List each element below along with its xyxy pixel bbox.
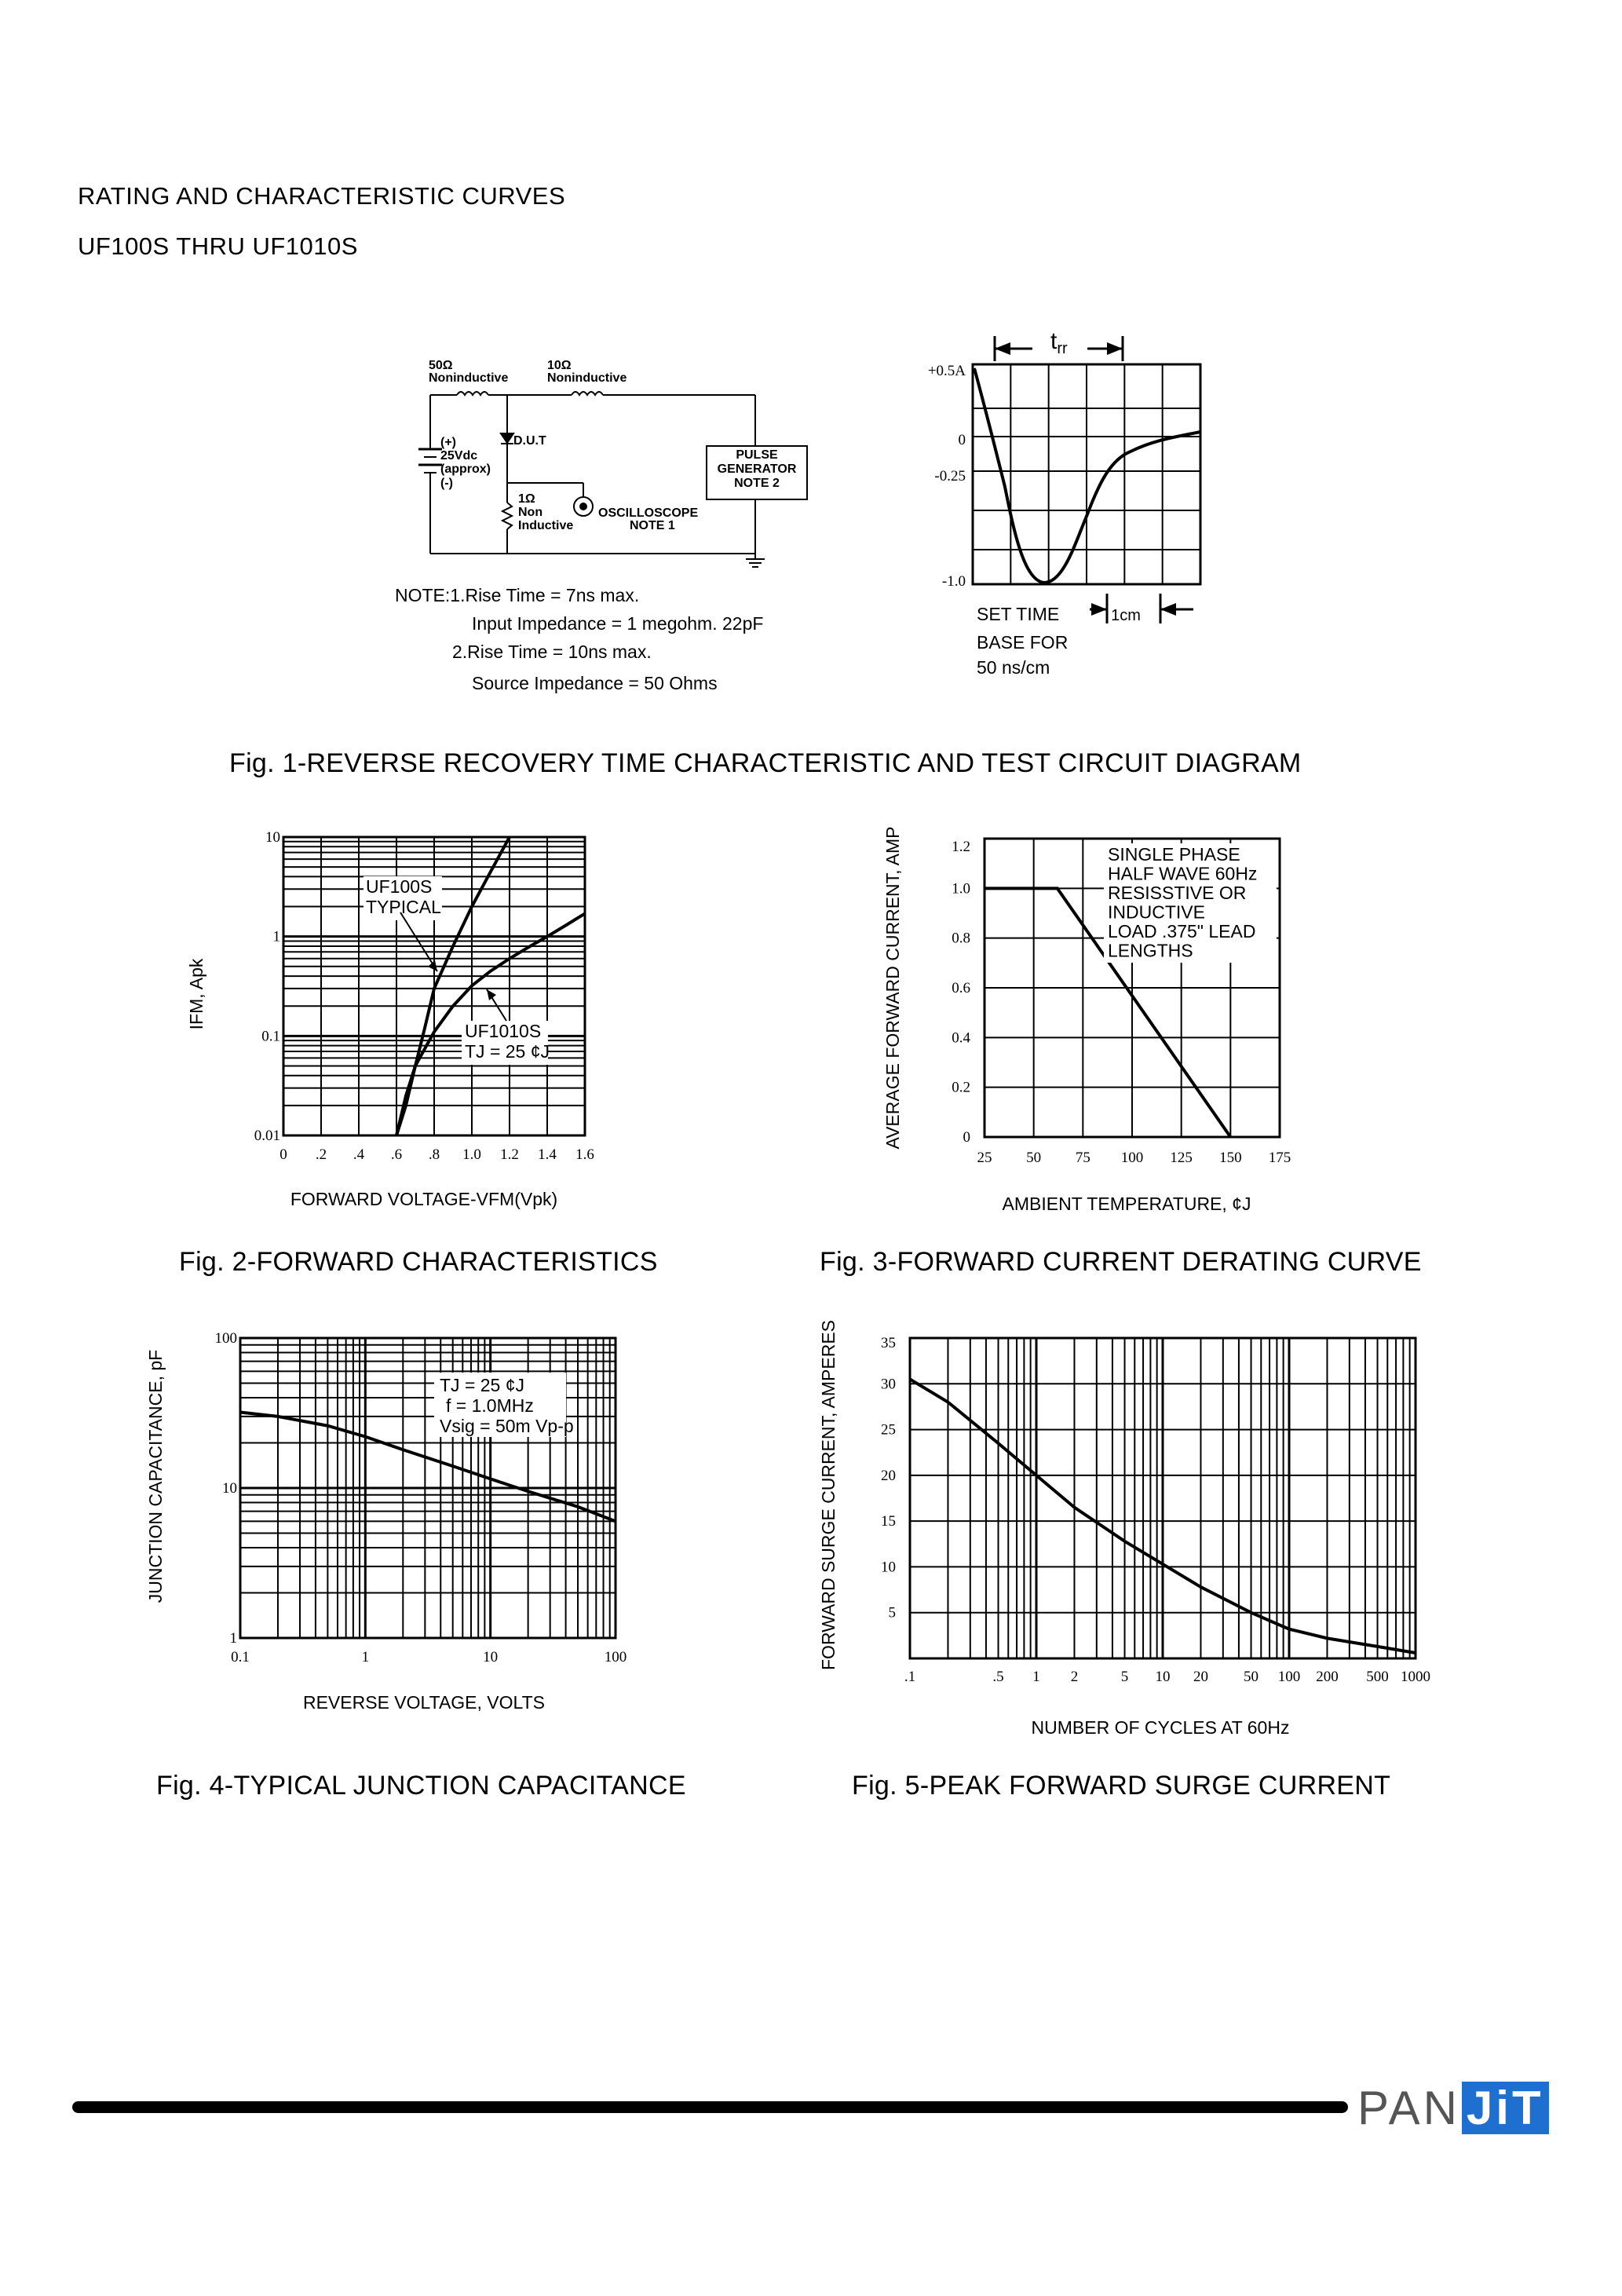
fig3-y-tick: 1.0 (952, 880, 970, 898)
r3-l1: Non (518, 506, 543, 519)
fig2-y-tick: 1 (272, 928, 280, 945)
fig2-x-tick: .4 (353, 1146, 365, 1163)
fig3-note-line: LENGTHS (1108, 940, 1193, 961)
wave-y-zero: 0 (958, 432, 966, 448)
fig5-x-tick: 5 (1120, 1669, 1129, 1685)
brand-pan: PAN (1357, 2082, 1460, 2134)
fig1-caption: Fig. 1-REVERSE RECOVERY TIME CHARACTERISTIC AND TEST CIRCUIT DIAGRAM (229, 748, 1302, 778)
fig2-caption: Fig. 2-FORWARD CHARACTERISTICS (179, 1247, 658, 1277)
fig4-note-line: f = 1.0MHz (446, 1395, 534, 1416)
fig3-x-tick: 150 (1219, 1150, 1242, 1166)
fig5-y-tick: 20 (881, 1467, 896, 1484)
fig5-x-tick: 200 (1316, 1669, 1339, 1685)
fig3-y-tick: 1.2 (952, 839, 970, 855)
fig3-y-tick: 0.2 (952, 1079, 970, 1096)
fig3-x-tick: 50 (1026, 1150, 1042, 1166)
pulse-l2: GENERATOR (717, 462, 797, 476)
fig3-note-line: RESISSTIVE OR (1108, 883, 1247, 903)
fig3-y-tick: 0.6 (952, 980, 970, 996)
fig3-y-tick: 0.8 (952, 930, 970, 947)
fig4-y-tick: 10 (222, 1480, 237, 1497)
fig2-x-tick: 1.2 (500, 1146, 519, 1163)
pulse-l1: PULSE (736, 448, 778, 462)
fig2-x-tick: 1.4 (538, 1146, 557, 1163)
fig3-x-tick: 25 (977, 1150, 992, 1166)
fig4-ylabel: JUNCTION CAPACITANCE, pF (145, 1349, 166, 1603)
wave-y-m025: -0.25 (934, 468, 966, 484)
fig5-y-tick: 15 (881, 1513, 896, 1530)
fig5-x-tick: 50 (1244, 1669, 1259, 1685)
fig4-x-tick: 1 (361, 1649, 370, 1665)
fig2-xlabel: FORWARD VOLTAGE-VFM(Vpk) (290, 1189, 558, 1209)
r3-l2: Inductive (518, 519, 574, 532)
fig5-x-tick: 10 (1155, 1669, 1171, 1685)
fig3-x-tick: 75 (1075, 1150, 1090, 1166)
fig5-x-tick: 2 (1070, 1669, 1079, 1685)
r1-type: Noninductive (429, 371, 509, 385)
fig3-x-tick: 100 (1120, 1150, 1144, 1166)
note-4: Source Impedance = 50 Ohms (472, 673, 718, 693)
fig5-x-tick: 20 (1193, 1669, 1208, 1685)
r3-value: 1Ω (518, 492, 535, 506)
fig2-label-a1: UF100S (366, 876, 433, 897)
fig4-note-line: TJ = 25 ¢J (440, 1375, 525, 1395)
fig5-x-tick: 1000 (1401, 1669, 1430, 1685)
fig2-x-tick: .8 (428, 1146, 440, 1163)
scope-note: NOTE 1 (630, 519, 675, 532)
note-3: 2.Rise Time = 10ns max. (452, 642, 652, 662)
fig5-y-tick: 5 (888, 1604, 896, 1621)
fig4-x-tick: 100 (604, 1649, 627, 1665)
note-1: NOTE:1.Rise Time = 7ns max. (395, 585, 640, 605)
fig3-note-line: HALF WAVE 60Hz (1108, 863, 1258, 884)
fig3-x-tick: 125 (1170, 1150, 1193, 1166)
fig5-y-tick: 25 (881, 1421, 896, 1439)
page-subtitle: UF100S THRU UF1010S (78, 232, 358, 260)
fig3-note-line: INDUCTIVE (1108, 901, 1205, 923)
fig5-x-tick: .1 (904, 1669, 916, 1685)
fig5-y-tick: 30 (881, 1376, 896, 1393)
fig5-x-tick: 100 (1277, 1669, 1301, 1685)
set-time-l2: BASE FOR (977, 632, 1069, 653)
fig3-xlabel: AMBIENT TEMPERATURE, ¢J (1002, 1194, 1251, 1214)
fig3-note-line: SINGLE PHASE (1108, 844, 1240, 865)
fig2-y-tick: 0.01 (254, 1128, 280, 1144)
set-time-l1: SET TIME (977, 604, 1060, 624)
fig2-x-tick: .2 (315, 1146, 327, 1163)
fig4-note-line: Vsig = 50m Vp-p (440, 1416, 574, 1436)
note-2: Input Impedance = 1 megohm. 22pF (472, 613, 764, 634)
r1-value: 50Ω (429, 359, 453, 372)
fig4-xlabel: REVERSE VOLTAGE, VOLTS (302, 1692, 546, 1713)
footer-divider (72, 2101, 1348, 2113)
dut-label: D.U.T (513, 434, 546, 448)
src-volt: 25Vdc (440, 449, 478, 462)
trr-label: $t_{rr}$ (1050, 328, 1068, 357)
fig2-y-tick: 10 (265, 829, 280, 846)
wave-y-m1: -1.0 (941, 573, 966, 590)
fig2-x-tick: 1.0 (462, 1146, 481, 1163)
fig5-x-tick: 1 (1032, 1669, 1040, 1685)
fig5-x-tick: 500 (1366, 1669, 1389, 1685)
fig4-y-tick: 100 (214, 1330, 237, 1347)
set-time-l3: 50 ns/cm (977, 657, 1050, 678)
fig2-y-tick: 0.1 (261, 1028, 280, 1045)
fig3-note-line: LOAD .375" LEAD (1108, 921, 1256, 941)
pulse-l3: NOTE 2 (734, 477, 780, 490)
fig4-x-tick: 0.1 (231, 1649, 250, 1665)
r2-value: 10Ω (547, 359, 572, 372)
fig2-x-tick: .6 (390, 1146, 403, 1163)
page-title: RATING AND CHARACTERISTIC CURVES (78, 182, 566, 210)
fig5-ylabel: FORWARD SURGE CURRENT, AMPERES (818, 1320, 838, 1670)
src-plus: (+) (440, 436, 456, 449)
fig3-x-tick: 175 (1268, 1150, 1291, 1166)
fig4-x-tick: 10 (483, 1649, 499, 1665)
fig4-caption: Fig. 4-TYPICAL JUNCTION CAPACITANCE (156, 1771, 686, 1801)
scope-label: OSCILLOSCOPE (598, 506, 699, 520)
brand-jit: JiT (1462, 2082, 1549, 2134)
fig2-x-tick: 0 (279, 1146, 287, 1163)
fig2-x-tick: 1.6 (575, 1146, 594, 1163)
fig2-label-b1: UF1010S (465, 1021, 542, 1041)
src-approx: (approx) (440, 462, 491, 476)
fig3-y-tick: 0.4 (952, 1029, 970, 1047)
src-minus: (-) (440, 477, 453, 490)
fig5-caption: Fig. 5-PEAK FORWARD SURGE CURRENT (852, 1771, 1391, 1801)
fig2-label-a2: TYPICAL (366, 897, 441, 917)
fig3-y-tick: 0 (963, 1129, 970, 1146)
fig3-ylabel: AVERAGE FORWARD CURRENT, AMP (882, 826, 903, 1150)
scale-1cm: 1cm (1111, 607, 1141, 624)
fig5-y-tick: 35 (881, 1335, 896, 1351)
fig5-xlabel: NUMBER OF CYCLES AT 60Hz (1031, 1717, 1290, 1738)
fig5-y-tick: 10 (881, 1559, 896, 1576)
fig5-x-tick: .5 (992, 1669, 1004, 1685)
fig3-caption: Fig. 3-FORWARD CURRENT DERATING CURVE (820, 1247, 1422, 1277)
wave-y-plus05: +0.5A (927, 363, 966, 379)
r2-type: Noninductive (547, 371, 627, 385)
brand-logo (1357, 2081, 1549, 2135)
fig2-label-b2: TJ = 25 ¢J (465, 1041, 550, 1062)
fig4-y-tick: 1 (229, 1630, 237, 1647)
fig2-ylabel: IFM, Apk (186, 958, 206, 1030)
